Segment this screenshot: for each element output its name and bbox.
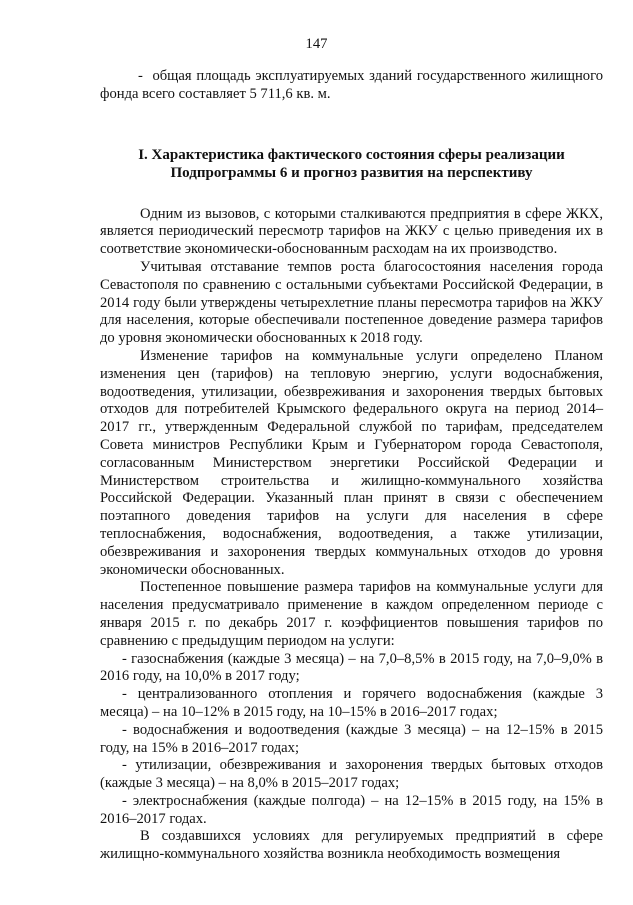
page-content (100, 68, 603, 864)
final-paragraph: В создавшихся условиях для регулируемых предприятий в сфере жилищно-коммунального хозяйства возникла необходимость возмещения (100, 828, 603, 863)
bullet-heating: - централизованного отопления и горячего водоснабжения (каждые 3 месяца) – на 10–12% в 2015 году, на 10–15% в 2016–2017 годах; (100, 686, 603, 720)
bullet-waste: - утилизации, обезвреживания и захоронения твердых бытовых отходов (каждые 3 месяца) – на 8,0% в 2015–2017 годах; (100, 757, 603, 792)
paragraph-3: Изменение тарифов на коммунальные услуги определено Планом изменения цен (тарифов) на тепловую энергию, услуги водоснабжения, водоотведения, утилизации, обезвреживания и захоронения твердых бытовых отходов для потребителей Крымского федерального округа на период 2014–2017 гг., утвержденным Федеральной службой по тарифам, председателем Совета министров Республики Крым и Губернатором города Севастополя, согласованным Министерством энергетики Российской Федерации и Министерством строительства и жилищно-коммунального хозяйства Российской Федерации. Указанный план принят в связи с обеспечением поэтапного доведения тарифов на услуги для населения в сфере теплоснабжения, водоснабжения, водоотведения, а также утилизации, обезвреживания и захоронения твердых коммунальных отходов до уровня экономически обоснованных. (100, 347, 603, 578)
section-heading-line-2: Подпрограммы 6 и прогноз развития на перспективу (170, 164, 533, 181)
bullet-gas: - газоснабжения (каждые 3 месяца) – на 7,0–8,5% в 2015 году, на 7,0–9,0% в 2016 году, на 10,0% в 2017 году; (100, 650, 603, 685)
paragraph-2: Учитывая отставание темпов роста благосостояния населения города Севастополя по сравнению с остальными субъектами Российской Федерации, в 2014 году были утверждены четырехлетние планы пересмотра тарифов на ЖКУ для населения, которые обеспечивали постепенное доведение размера тарифов до уровня экономически обоснованных к 2018 году. (100, 258, 603, 347)
bullet-electricity: - электроснабжения (каждые полгода) – на 12–15% в 2015 году, на 15% в 2016–2017 годах. (100, 792, 603, 827)
page-number: 147 (305, 36, 328, 52)
paragraph-4: Постепенное повышение размера тарифов на коммунальные услуги для населения предусматривало применение в каждом определенном периоде с января 2015 г. по декабрь 2017 г. коэффициентов повышения тарифов по сравнению с предыдущим периодом на услуги: (100, 579, 603, 649)
section-heading (100, 146, 603, 182)
bullet-water: - водоснабжения и водоотведения (каждые 3 месяца) – на 12–15% в 2015 году, на 15% в 2016–2017 годах; (100, 721, 603, 756)
paragraph-1: Одним из вызовов, с которыми сталкиваются предприятия в сфере ЖКХ, является периодический пересмотр тарифов на ЖКУ с целью приведения их в соответствие экономически-обоснованным расходам на их производство. (100, 205, 603, 258)
section-heading-line-1: I. Характеристика фактического состояния сферы реализации (138, 146, 565, 163)
intro-bullet: - общая площадь эксплуатируемых зданий государственного жилищного фонда всего составляет 5 711,6 кв. м. (100, 68, 603, 102)
